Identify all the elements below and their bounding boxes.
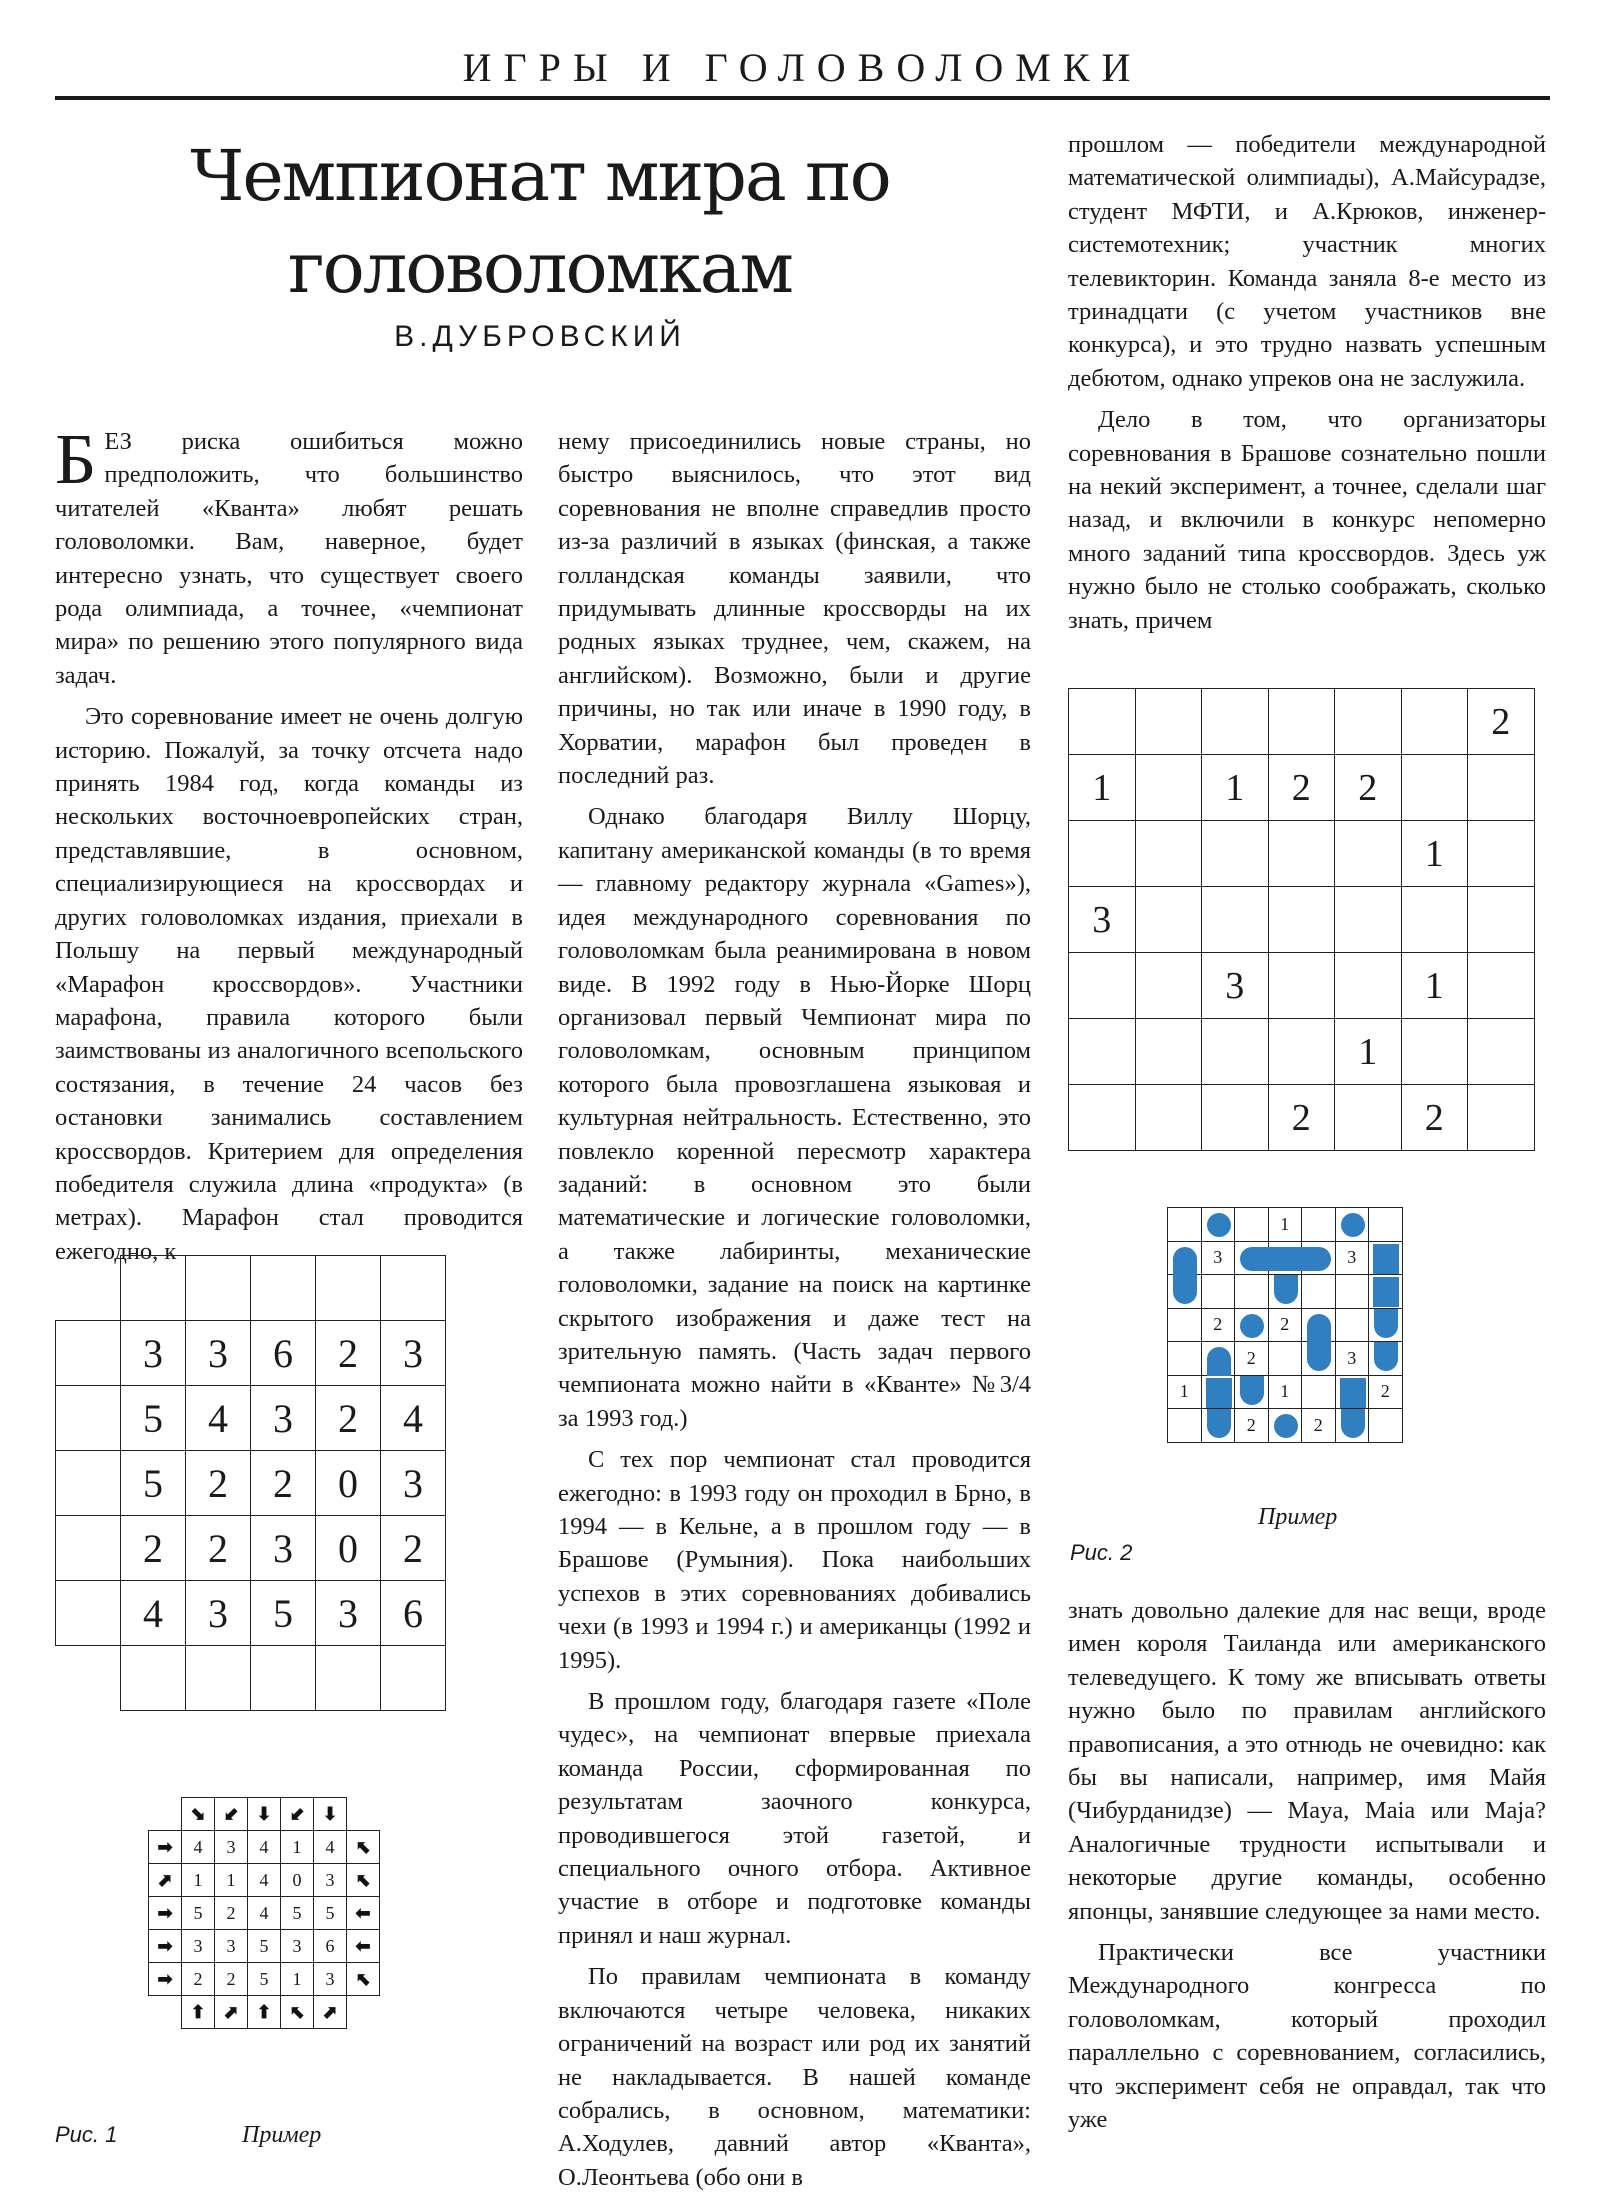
arrow-icon: ⬉ bbox=[347, 1864, 380, 1897]
grid-cell: 5 bbox=[182, 1897, 215, 1930]
grid-row bbox=[1069, 689, 1535, 755]
grid-cell bbox=[1235, 1275, 1269, 1309]
grid-cell: 3 bbox=[281, 1930, 314, 1963]
grid-cell bbox=[1302, 1208, 1336, 1242]
grid-cell: 3 bbox=[215, 1831, 248, 1864]
grid-cell: 4 bbox=[248, 1831, 281, 1864]
grid-cell bbox=[1268, 689, 1335, 755]
paragraph bbox=[55, 419, 523, 692]
figure-1-label: Рис. 1 bbox=[55, 2122, 118, 2147]
grid-cell: 3 bbox=[1202, 953, 1269, 1019]
grid-cell: 3 bbox=[251, 1516, 316, 1581]
grid-cell bbox=[1135, 1085, 1202, 1151]
grid-cell bbox=[1369, 1241, 1403, 1275]
arrow-icon: ⬅ bbox=[347, 1930, 380, 1963]
grid-cell bbox=[381, 1646, 446, 1711]
grid-cell bbox=[251, 1256, 316, 1321]
paragraph: Однако благодаря Виллу Шорцу, капитану американской команды (в то время — главному редактору журнала «Games»), идея международного соревнования по головоломкам была реанимирована в новом виде. В 1992 году в Нью-Йорке Шорц организовал первый Чемпионат мира по головоломкам, основным принципом которого была провозглашена языковая и культурная нейтральность. Естественно, это повлекло коренной пересмотр характера заданий: в основном это были математические и логические головоломки, а также лабиринты, механические головоломки, задание на поиск на картинке скрытого изображения и даже тест на зрительную память. (Часть задач первого чемпионата можно найти в «Кванте» №3/4 за 1993 год.) bbox=[558, 803, 1031, 1432]
arrow-icon: ⬆ bbox=[248, 1996, 281, 2029]
grid-cell bbox=[56, 1451, 121, 1516]
grid-cell bbox=[1302, 1375, 1336, 1409]
grid-cell: 1 bbox=[1268, 1208, 1302, 1242]
drop-cap: Б bbox=[55, 419, 97, 499]
arrow-icon: ➡ bbox=[149, 1897, 182, 1930]
arrow-icon: ⬈ bbox=[314, 1996, 347, 2029]
grid-cell bbox=[1069, 953, 1136, 1019]
arrow-icon: ⬇ bbox=[248, 1798, 281, 1831]
grid-cell: 2 bbox=[1201, 1308, 1235, 1342]
grid-cell: 2 bbox=[1235, 1409, 1269, 1443]
blue-shape-icon bbox=[1240, 1314, 1264, 1338]
grid-cell: 3 bbox=[314, 1864, 347, 1897]
grid-cell: 5 bbox=[121, 1451, 186, 1516]
grid-cell bbox=[1168, 1409, 1202, 1443]
grid-row bbox=[149, 1798, 380, 1831]
grid-corner bbox=[149, 1798, 182, 1831]
grid-cell: 0 bbox=[316, 1451, 381, 1516]
blue-shape-icon bbox=[1341, 1213, 1365, 1237]
blue-shape-icon bbox=[1341, 1409, 1365, 1438]
grid-cell: 5 bbox=[281, 1897, 314, 1930]
paragraph: прошлом — победители международной математической олимпиады), А.Майсурадзе, студент МФТИ, и А.Крюков, инженер-системотехник; участник многих телевикторин. Команда заняла 8-е место из тринадцати (с учетом участников вне конкурса), и это трудно назвать успешным дебютом, однако упреков она не заслужила. bbox=[1068, 131, 1546, 392]
blue-shape-icon bbox=[1240, 1376, 1264, 1405]
blue-shape-icon bbox=[1240, 1247, 1269, 1271]
grid-cell: 3 bbox=[251, 1386, 316, 1451]
grid-cell: 1 bbox=[1168, 1375, 1202, 1409]
grid-cell bbox=[1468, 887, 1535, 953]
grid-row bbox=[1069, 887, 1535, 953]
paragraph: знать довольно далекие для нас вещи, вроде имен короля Таиланда или американского телеведущего. К тому же вписывать ответы нужно было по правилам английского правописания, а это отнюдь не очевидно: как бы вы написали, например, имя Майя (Чибурданидзе) — Maya, Maia или Maja? Аналогичные трудности испытывали и некоторые другие команды, особенно японцы, занявшие следующее за нами место. bbox=[1068, 1597, 1546, 1925]
grid-cell bbox=[1235, 1208, 1269, 1242]
grid-cell: 4 bbox=[381, 1386, 446, 1451]
grid-cell bbox=[1135, 953, 1202, 1019]
grid-cell bbox=[56, 1581, 121, 1646]
grid-row bbox=[1069, 821, 1535, 887]
grid-cell bbox=[251, 1646, 316, 1711]
blue-shape-icon bbox=[1307, 1342, 1331, 1371]
grid-cell bbox=[1401, 689, 1468, 755]
paragraph: Практически все участники Международного конгресса по головоломкам, который проходил параллельно с соревнованием, согласились, что эксперимент себя не оправдал, так что уже bbox=[1068, 1939, 1546, 2134]
grid-cell bbox=[1168, 1342, 1202, 1376]
grid-cell bbox=[56, 1386, 121, 1451]
grid-row bbox=[56, 1386, 446, 1451]
grid-cell bbox=[1168, 1208, 1202, 1242]
grid-cell bbox=[56, 1646, 121, 1711]
grid-cell: 3 bbox=[381, 1321, 446, 1386]
grid-row bbox=[149, 1864, 380, 1897]
figure-2-grid bbox=[1068, 688, 1535, 1151]
grid-cell: 2 bbox=[186, 1516, 251, 1581]
grid-cell bbox=[1268, 953, 1335, 1019]
grid-cell bbox=[1335, 1308, 1369, 1342]
grid-row bbox=[56, 1256, 446, 1321]
grid-cell: 4 bbox=[182, 1831, 215, 1864]
grid-cell bbox=[1135, 1019, 1202, 1085]
grid-corner bbox=[347, 1996, 380, 2029]
paragraph-text: ЕЗ риска ошибиться можно предположить, что большинство читателей «Кванта» любят решать головоломки. Вам, наверное, будет интересно узнать, что существует своего рода олимпиада, а точнее, «чемпионат мира» по решению этого популярного вида задач. bbox=[55, 428, 523, 689]
grid-cell: 3 bbox=[314, 1963, 347, 1996]
grid-cell bbox=[1468, 1085, 1535, 1151]
grid-cell bbox=[1202, 1085, 1269, 1151]
grid-row bbox=[1069, 1019, 1535, 1085]
grid-cell: 1 bbox=[281, 1963, 314, 1996]
figure-1-example-caption: Пример bbox=[242, 2122, 322, 2148]
grid-cell bbox=[1168, 1241, 1202, 1275]
grid-cell bbox=[56, 1256, 121, 1321]
grid-cell bbox=[1302, 1342, 1336, 1376]
article-title bbox=[180, 130, 900, 314]
grid-cell: 4 bbox=[121, 1581, 186, 1646]
title-line-2: головоломкам bbox=[288, 227, 792, 309]
grid-cell: 2 bbox=[1268, 1308, 1302, 1342]
blue-shape-icon bbox=[1373, 1277, 1399, 1307]
grid-cell bbox=[1268, 887, 1335, 953]
grid-cell: 2 bbox=[1268, 755, 1335, 821]
grid-cell bbox=[1235, 1308, 1269, 1342]
grid-cell bbox=[1468, 755, 1535, 821]
grid-cell bbox=[1135, 755, 1202, 821]
grid-cell bbox=[316, 1256, 381, 1321]
grid-cell bbox=[1335, 1275, 1369, 1309]
grid-cell: 4 bbox=[186, 1386, 251, 1451]
grid-cell bbox=[1335, 1085, 1402, 1151]
grid-cell: 1 bbox=[215, 1864, 248, 1897]
blue-shape-icon bbox=[1207, 1409, 1231, 1438]
figure-1-grid bbox=[55, 1255, 446, 1711]
grid-cell bbox=[1468, 1019, 1535, 1085]
column-2 bbox=[558, 425, 1031, 2202]
arrow-icon: ⬋ bbox=[215, 1798, 248, 1831]
grid-cell: 2 bbox=[1235, 1342, 1269, 1376]
blue-shape-icon bbox=[1274, 1275, 1298, 1304]
blue-shape-icon bbox=[1206, 1378, 1232, 1408]
grid-cell bbox=[1235, 1241, 1269, 1275]
arrow-icon: ⬉ bbox=[347, 1831, 380, 1864]
grid-cell bbox=[1468, 953, 1535, 1019]
arrow-icon: ⬉ bbox=[347, 1963, 380, 1996]
paragraph: По правилам чемпионата в команду включаются четыре человека, никаких ограничений на возраст или род их занятий не накладывается. В нашей команде собрались, в основном, математики: А.Ходулев, давний автор «Кванта», О.Леонтьева (обо они в bbox=[558, 1963, 1031, 2191]
grid-row bbox=[1168, 1409, 1403, 1443]
blue-shape-icon bbox=[1207, 1347, 1231, 1376]
grid-cell: 1 bbox=[1268, 1375, 1302, 1409]
grid-cell: 3 bbox=[121, 1321, 186, 1386]
grid-cell: 2 bbox=[215, 1963, 248, 1996]
grid-cell bbox=[1302, 1308, 1336, 1342]
figure-2-label: Рис. 2 bbox=[1070, 1540, 1133, 1565]
arrow-icon: ⬈ bbox=[149, 1864, 182, 1897]
grid-cell bbox=[1335, 1375, 1369, 1409]
grid-cell bbox=[381, 1256, 446, 1321]
arrow-icon: ➡ bbox=[149, 1831, 182, 1864]
column-1 bbox=[55, 419, 523, 1276]
grid-cell: 5 bbox=[248, 1963, 281, 1996]
grid-cell bbox=[1268, 1409, 1302, 1443]
grid-row bbox=[149, 1831, 380, 1864]
grid-row bbox=[149, 1930, 380, 1963]
grid-corner bbox=[149, 1996, 182, 2029]
grid-cell bbox=[1369, 1275, 1403, 1309]
grid-cell bbox=[1201, 1409, 1235, 1443]
grid-cell bbox=[1335, 689, 1402, 755]
grid-cell: 2 bbox=[1369, 1375, 1403, 1409]
grid-row bbox=[1069, 1085, 1535, 1151]
grid-cell: 1 bbox=[1202, 755, 1269, 821]
blue-shape-icon bbox=[1269, 1247, 1303, 1271]
blue-shape-icon bbox=[1207, 1213, 1231, 1237]
grid-row bbox=[56, 1516, 446, 1581]
grid-cell: 5 bbox=[251, 1581, 316, 1646]
grid-cell bbox=[1401, 755, 1468, 821]
grid-cell: 2 bbox=[1268, 1085, 1335, 1151]
grid-cell: 3 bbox=[316, 1581, 381, 1646]
grid-cell: 2 bbox=[1468, 689, 1535, 755]
section-header: ИГРЫ И ГОЛОВОЛОМКИ bbox=[55, 38, 1550, 100]
grid-cell bbox=[1335, 1208, 1369, 1242]
grid-row bbox=[1069, 755, 1535, 821]
grid-row bbox=[1168, 1275, 1403, 1309]
grid-cell bbox=[1302, 1275, 1336, 1309]
grid-row bbox=[56, 1581, 446, 1646]
paragraph: Это соревнование имеет не очень долгую историю. Пожалуй, за точку отсчета надо принять 1984 год, когда команды из нескольких восточноевропейских стран, представлявшие, в основном, специализирующиеся на кроссвордах и других головоломках издания, приехали в Польшу на первый международный «Марафон кроссвордов». Участники марафона, правила которого были заимствованы из аналогичного всепольского состязания, в течение 24 часов без остановки занимались составлением кроссвордов. Критерием для определения победителя служила длина «продукта» (в метрах). Марафон стал проводится ежегодно, к bbox=[55, 703, 523, 1265]
blue-shape-icon bbox=[1340, 1378, 1366, 1408]
grid-cell bbox=[1168, 1308, 1202, 1342]
blue-shape-icon bbox=[1374, 1309, 1398, 1338]
grid-row bbox=[149, 1996, 380, 2029]
grid-cell: 3 bbox=[186, 1321, 251, 1386]
arrow-icon: ⬅ bbox=[347, 1897, 380, 1930]
arrow-icon: ➡ bbox=[149, 1963, 182, 1996]
grid-cell bbox=[56, 1516, 121, 1581]
grid-cell: 3 bbox=[215, 1930, 248, 1963]
blue-shape-icon bbox=[1302, 1247, 1331, 1271]
grid-cell: 3 bbox=[1335, 1241, 1369, 1275]
grid-cell: 1 bbox=[281, 1831, 314, 1864]
grid-cell: 0 bbox=[316, 1516, 381, 1581]
grid-cell bbox=[1268, 1019, 1335, 1085]
grid-cell: 3 bbox=[1069, 887, 1136, 953]
grid-corner bbox=[347, 1798, 380, 1831]
column-3-bottom bbox=[1068, 1594, 1546, 2145]
grid-cell: 3 bbox=[1335, 1342, 1369, 1376]
grid-cell: 2 bbox=[381, 1516, 446, 1581]
arrow-icon: ⬊ bbox=[182, 1798, 215, 1831]
grid-row bbox=[1168, 1208, 1403, 1242]
paragraph: нему присоединились новые страны, но быстро выяснилось, что этот вид соревнования не вполне справедлив просто из-за различий в языках (финская, а также голландская команды заявили, что придумывать длинные кроссворды на их родных языках труднее, чем, скажем, на английском). Возможно, были и другие причины, но так или иначе в 1990 году, в Хорватии, марафон был проведен в последний раз. bbox=[558, 428, 1031, 790]
arrow-icon: ⬈ bbox=[215, 1996, 248, 2029]
grid-cell bbox=[316, 1646, 381, 1711]
grid-cell bbox=[1369, 1208, 1403, 1242]
grid-cell bbox=[1235, 1375, 1269, 1409]
grid-cell: 3 bbox=[1201, 1241, 1235, 1275]
grid-cell: 3 bbox=[186, 1581, 251, 1646]
grid-cell: 4 bbox=[248, 1864, 281, 1897]
grid-cell bbox=[1335, 1409, 1369, 1443]
grid-cell bbox=[1069, 1085, 1136, 1151]
grid-cell bbox=[1268, 1342, 1302, 1376]
grid-cell bbox=[1335, 887, 1402, 953]
grid-cell: 2 bbox=[1302, 1409, 1336, 1443]
grid-cell bbox=[1268, 821, 1335, 887]
grid-cell bbox=[121, 1646, 186, 1711]
grid-cell: 5 bbox=[248, 1930, 281, 1963]
column-3-top bbox=[1068, 128, 1546, 645]
grid-cell: 2 bbox=[215, 1897, 248, 1930]
arrow-icon: ➡ bbox=[149, 1930, 182, 1963]
grid-row bbox=[149, 1963, 380, 1996]
arrow-icon: ⬉ bbox=[281, 1996, 314, 2029]
grid-row bbox=[149, 1897, 380, 1930]
grid-cell bbox=[1369, 1409, 1403, 1443]
grid-cell: 1 bbox=[1335, 1019, 1402, 1085]
grid-cell bbox=[1135, 689, 1202, 755]
grid-cell bbox=[1201, 1208, 1235, 1242]
blue-shape-icon bbox=[1373, 1244, 1399, 1274]
grid-cell bbox=[1335, 821, 1402, 887]
blue-shape-icon bbox=[1274, 1414, 1298, 1438]
grid-cell: 2 bbox=[1401, 1085, 1468, 1151]
figure-2-example-caption: Пример bbox=[1258, 1504, 1338, 1530]
grid-cell: 0 bbox=[281, 1864, 314, 1897]
blue-shape-icon bbox=[1374, 1342, 1398, 1371]
grid-cell bbox=[186, 1256, 251, 1321]
grid-cell bbox=[1069, 689, 1136, 755]
grid-row bbox=[56, 1451, 446, 1516]
grid-cell: 3 bbox=[182, 1930, 215, 1963]
grid-row bbox=[1168, 1342, 1403, 1376]
grid-cell bbox=[1302, 1241, 1336, 1275]
grid-cell: 1 bbox=[1069, 755, 1136, 821]
grid-cell: 3 bbox=[381, 1451, 446, 1516]
grid-cell: 2 bbox=[316, 1321, 381, 1386]
grid-cell: 6 bbox=[251, 1321, 316, 1386]
grid-cell: 1 bbox=[1401, 953, 1468, 1019]
grid-cell bbox=[56, 1321, 121, 1386]
grid-cell: 2 bbox=[186, 1451, 251, 1516]
paragraph: С тех пор чемпионат стал проводится ежегодно: в 1993 году он проходил в Брно, в 1994 — в Кельне, а в прошлом году — в Брашове (Румыния). Пока наибольших успехов в этих соревнованиях добивались чехи (в 1993 и 1994 г.) и американцы (1992 и 1995). bbox=[558, 1446, 1031, 1674]
grid-cell bbox=[1201, 1275, 1235, 1309]
grid-cell bbox=[1335, 953, 1402, 1019]
grid-cell bbox=[1202, 821, 1269, 887]
grid-cell: 4 bbox=[248, 1897, 281, 1930]
grid-cell: 2 bbox=[182, 1963, 215, 1996]
paragraph: В прошлом году, благодаря газете «Поле чудес», на чемпионат впервые приехала команда России, сформированная по результатам заочного конкурса, проводившегося этой газетой, и специального очного отбора. Активное участие в отборе и подготовке команды принял и наш журнал. bbox=[558, 1688, 1031, 1949]
grid-row bbox=[56, 1646, 446, 1711]
grid-cell: 4 bbox=[314, 1831, 347, 1864]
grid-row bbox=[1168, 1375, 1403, 1409]
blue-shape-icon bbox=[1307, 1314, 1331, 1343]
grid-cell bbox=[1135, 821, 1202, 887]
grid-cell bbox=[121, 1256, 186, 1321]
title-line-1: Чемпионат мира по bbox=[190, 135, 890, 217]
figure-1-example-grid bbox=[148, 1797, 380, 2029]
grid-row bbox=[1069, 953, 1535, 1019]
blue-shape-icon bbox=[1173, 1275, 1197, 1304]
grid-cell bbox=[1168, 1275, 1202, 1309]
grid-cell: 2 bbox=[316, 1386, 381, 1451]
grid-cell: 2 bbox=[121, 1516, 186, 1581]
grid-cell bbox=[1401, 887, 1468, 953]
grid-row bbox=[1168, 1308, 1403, 1342]
grid-cell: 1 bbox=[1401, 821, 1468, 887]
figure-2-example-grid bbox=[1167, 1207, 1403, 1443]
grid-row bbox=[56, 1321, 446, 1386]
arrow-icon: ⬆ bbox=[182, 1996, 215, 2029]
grid-cell: 6 bbox=[381, 1581, 446, 1646]
grid-cell: 5 bbox=[121, 1386, 186, 1451]
grid-cell: 2 bbox=[1335, 755, 1402, 821]
grid-cell: 2 bbox=[251, 1451, 316, 1516]
grid-cell: 1 bbox=[182, 1864, 215, 1897]
grid-cell: 6 bbox=[314, 1930, 347, 1963]
grid-cell bbox=[1202, 1019, 1269, 1085]
grid-cell bbox=[1268, 1241, 1302, 1275]
grid-cell bbox=[1069, 1019, 1136, 1085]
blue-shape-icon bbox=[1173, 1247, 1197, 1276]
grid-cell bbox=[1202, 887, 1269, 953]
arrow-icon: ⬇ bbox=[314, 1798, 347, 1831]
grid-cell bbox=[1202, 689, 1269, 755]
grid-cell bbox=[1069, 821, 1136, 887]
paragraph: Дело в том, что организаторы соревнования в Брашове сознательно пошли на некий эксперимент, а точнее, сделали шаг назад, и включили в конкурс непомерно много заданий типа кроссвордов. Здесь уж нужно было не столько соображать, сколько знать, причем bbox=[1068, 406, 1546, 634]
grid-cell bbox=[1201, 1375, 1235, 1409]
grid-cell bbox=[1135, 887, 1202, 953]
grid-cell bbox=[1369, 1308, 1403, 1342]
grid-cell bbox=[1468, 821, 1535, 887]
grid-cell bbox=[1401, 1019, 1468, 1085]
grid-cell bbox=[186, 1646, 251, 1711]
grid-row bbox=[1168, 1241, 1403, 1275]
grid-cell bbox=[1369, 1342, 1403, 1376]
author: В.ДУБРОВСКИЙ bbox=[394, 320, 686, 353]
grid-cell bbox=[1201, 1342, 1235, 1376]
grid-cell: 5 bbox=[314, 1897, 347, 1930]
arrow-icon: ⬋ bbox=[281, 1798, 314, 1831]
grid-cell bbox=[1268, 1275, 1302, 1309]
